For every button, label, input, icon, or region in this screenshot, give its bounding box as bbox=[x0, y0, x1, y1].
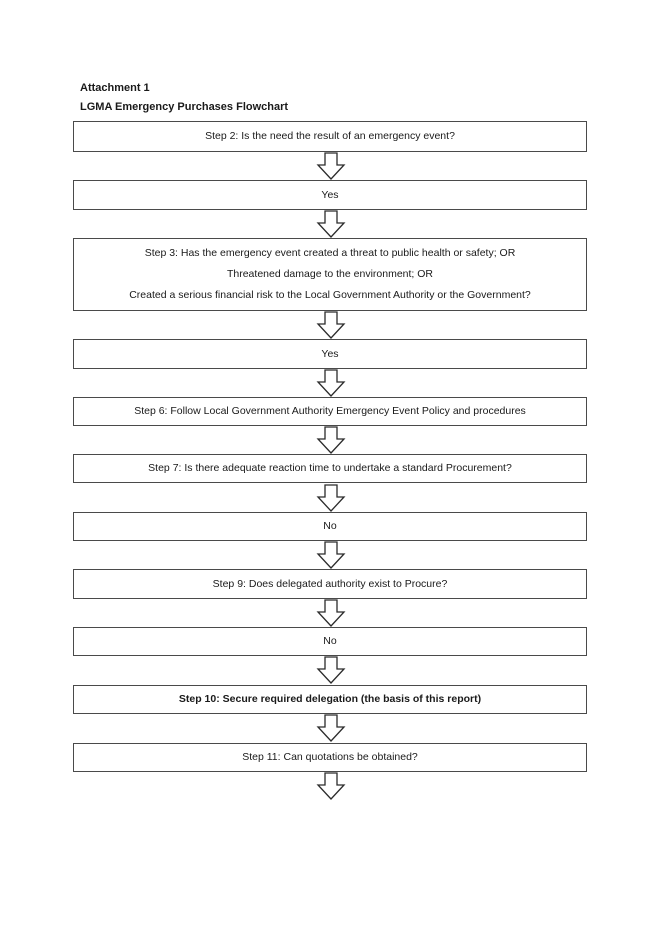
flow-box-no-1 bbox=[73, 512, 587, 541]
flow-box-no-2 bbox=[73, 627, 587, 656]
down-arrow-icon bbox=[316, 714, 346, 742]
attachment-label: Attachment 1 bbox=[80, 82, 150, 94]
down-arrow-icon bbox=[316, 152, 346, 180]
box-text: Yes bbox=[321, 347, 339, 360]
flow-box-step-3 bbox=[73, 238, 587, 311]
flow-box-step-2 bbox=[73, 121, 587, 152]
flow-box-step-9 bbox=[73, 569, 587, 599]
down-arrow-icon bbox=[316, 426, 346, 454]
box-text: Step 11: Can quotations be obtained? bbox=[242, 751, 418, 764]
box-text-line-3: Created a serious financial risk to the Local Government Authority or the Government? bbox=[129, 289, 531, 302]
box-text: No bbox=[323, 635, 337, 648]
box-text: Step 6: Follow Local Government Authority Emergency Event Policy and procedures bbox=[134, 405, 526, 418]
box-text: Step 2: Is the need the result of an emergency event? bbox=[205, 130, 455, 143]
box-text: Step 10: Secure required delegation (the basis of this report) bbox=[178, 693, 482, 706]
down-arrow-icon bbox=[316, 210, 346, 238]
down-arrow-icon bbox=[316, 369, 346, 397]
down-arrow-icon bbox=[316, 311, 346, 339]
flow-box-yes-2 bbox=[73, 339, 587, 369]
box-text: Yes bbox=[321, 188, 339, 201]
box-text-line-1: Step 3: Has the emergency event created a threat to public health or safety; OR bbox=[144, 247, 516, 260]
down-arrow-icon bbox=[316, 484, 346, 512]
flow-box-step-7 bbox=[73, 454, 587, 483]
box-text-line-2: Threatened damage to the environment; OR bbox=[226, 268, 434, 281]
down-arrow-icon bbox=[316, 656, 346, 684]
down-arrow-icon bbox=[316, 541, 346, 569]
flow-box-step-11 bbox=[73, 743, 587, 772]
box-text: Step 9: Does delegated authority exist to Procure? bbox=[212, 577, 448, 590]
box-text: No bbox=[323, 520, 337, 533]
down-arrow-icon bbox=[316, 599, 346, 627]
flowchart-title: LGMA Emergency Purchases Flowchart bbox=[80, 101, 289, 113]
box-text: Step 7: Is there adequate reaction time to undertake a standard Procurement? bbox=[148, 462, 512, 475]
flow-box-yes-1 bbox=[73, 180, 587, 210]
down-arrow-icon bbox=[316, 772, 346, 800]
flow-box-step-6 bbox=[73, 397, 587, 426]
flow-box-step-10 bbox=[73, 685, 587, 714]
